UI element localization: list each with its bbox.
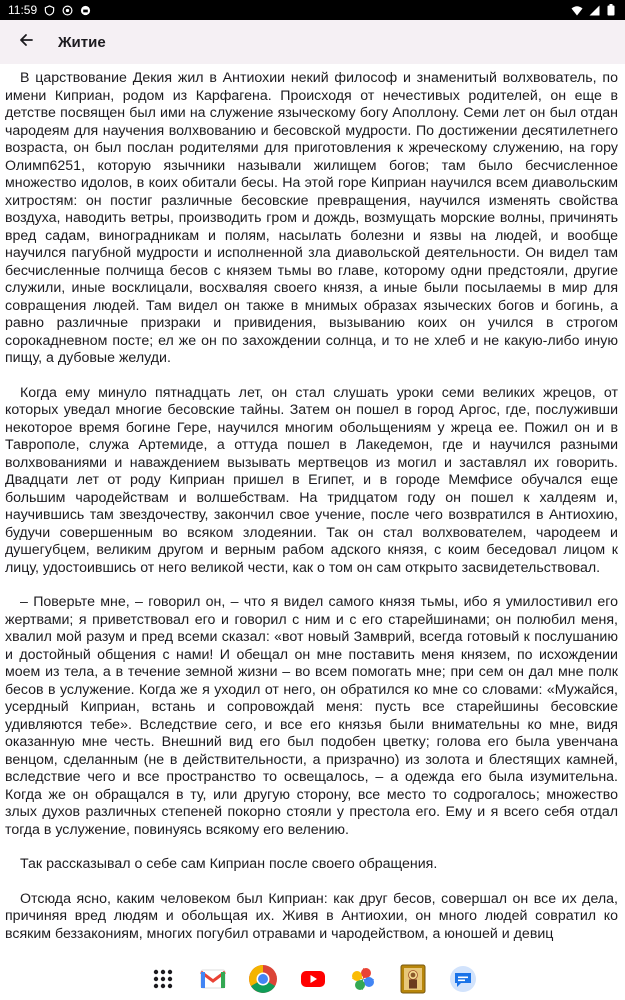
saint-app-icon[interactable] (396, 962, 430, 996)
paragraph: Так рассказывал о себе сам Киприан после своего обращения. (20, 856, 438, 872)
paragraph: Отсюда ясно, каким человеком был Киприан: как друг бесов, совершал он все их дела, причиняя вред людям и обольщая их. Живя в Антиохии, он много людей совратил ко всяким беззакониям, многих погубил отравами и чародейством, а юношей и девиц (5, 890, 618, 942)
paragraph: В царствование Декия жил в Антиохии некий философ и знаменитый волхвователь, по имени Киприан, родом из Карфагена. Происходя от нечестивых родителей, он еще в детстве посвящен был ими на служение языческому богу Аполлону. Семи лет он был отдан чародеям для научения волхвованию и бесовской мудрости. По достижении десятилетнего возраста, он был послан родителями для приготовления к жреческому служению, на гору Олимп6251, которую язычники называли жилищем богов; там было бесчисленное множество идолов, в коих обитали бесы. На этой горе Киприан научился всем диавольским хитростям: он постиг различные бесовские превращения, научился изменять свойства воздуха, наводить ветры, производить гром и дождь, возмущать морские волны, причинять вред садам, виноградникам и полям, насылать болезни и язвы на людей, и вообще научился пагубной мудрости и исполненной зла диавольской деятельности. Он видел там бесчисленные полчища бесов с князем тьмы во главе, которому одни предстояли, другие служили, иные восклицали, восхваляя своего князя, а иные были посылаемы в мир для совращения людей. Там видел он также в мнимых образах языческих богов и богинь, а равно различные призраки и привидения, вызыванию коих он учился в строгом сорокадневном посте; ел же он по захождении солнца, и то не хлеб и не какую-либо иную пищу, а дубовые желуди. (5, 70, 618, 366)
shield-icon (43, 4, 55, 16)
photos-icon[interactable] (346, 962, 380, 996)
page-title: Житие (58, 33, 106, 51)
app-drawer-icon[interactable] (146, 962, 180, 996)
gmail-icon[interactable] (196, 962, 230, 996)
at-icon (61, 4, 73, 16)
paragraph: – Поверьте мне, – говорил он, – что я видел самого князя тьмы, ибо я умилостивил его жертвами; я приветствовал его и говорил с ним и с его старейшинами; он полюбил меня, хвалил мой разум и пред всеми сказал: «вот новый Замврий, всегда готовый к послушанию и достойный общения с нами! И обещал он мне поставить меня князем, по исхождении моем из тела, а в течение земной жизни – во всем помогать мне; при сем он дал мне полк бесов в услужение. Когда же я уходил от него, он обратился ко мне со словами: «Мужайся, усердный Киприан, встань и сопровождай меня: пусть все старейшины бесовские удивляются тебе». Вследствие сего, и все его князья были внимательны ко мне, видя оказанную мне честь. Внешний вид его был подобен цветку; голова его была увенчана венцом, сделанным (не в действительности, а призрачно) из золота и блестящих камней, вследствие чего и все пространство то освещалось, – а одежда его была изумительна. Когда же он обращался в ту, или другую сторону, все место то содрогалось; множество злых духов различных степеней покорно стояли у престола его. Ему и я всего себя отдал тогда в услужение, повинуясь всякому его велению. (5, 594, 618, 838)
arrow-back-icon (18, 32, 34, 53)
messages-icon[interactable] (446, 962, 480, 996)
chrome-icon[interactable] (246, 962, 280, 996)
wifi-icon (571, 4, 583, 16)
signal-icon (588, 4, 600, 16)
battery-icon (605, 4, 617, 16)
app-bar (0, 20, 625, 64)
youtube-icon[interactable] (296, 962, 330, 996)
content-scroll-area[interactable] (0, 64, 625, 957)
paragraph: Когда ему минуло пятнадцать лет, он стал слушать уроки семи великих жрецов, от которых уведал многие бесовские тайны. Затем он пошел в город Аргос, где, послуживши некоторое время богине Гере, научился многим обольщениям у жреца ее. Пожил он и в Таврополе, служа Артемиде, а оттуда пошел в Лакедемон, где и научился разными волхвованиями и наваждением вызывать мертвецов из могил и заставлял их говорить. Двадцати лет от роду Киприан пришел в Египет, и в городе Мемфисе обучался еще большим чародействам и волшебствам. На тридцатом году он пошел к халдеям и, научившись там звездочеству, закончил свое учение, после чего возвратился в Антиохию, будучи совершенным во всяком злодеянии. Так он стал волхвователем, чародеем и душегубцем, великим другом и верным рабом адского князя, с коим беседовал лицом к лицу, удостоившись от него великой чести, как о том он сам открыто засвидетельствовал. (5, 384, 618, 576)
circle-app-icon (79, 4, 91, 16)
status-bar (0, 0, 625, 20)
status-time: 11:59 (8, 3, 38, 17)
app-dock (0, 957, 625, 1000)
back-button[interactable] (4, 20, 48, 64)
